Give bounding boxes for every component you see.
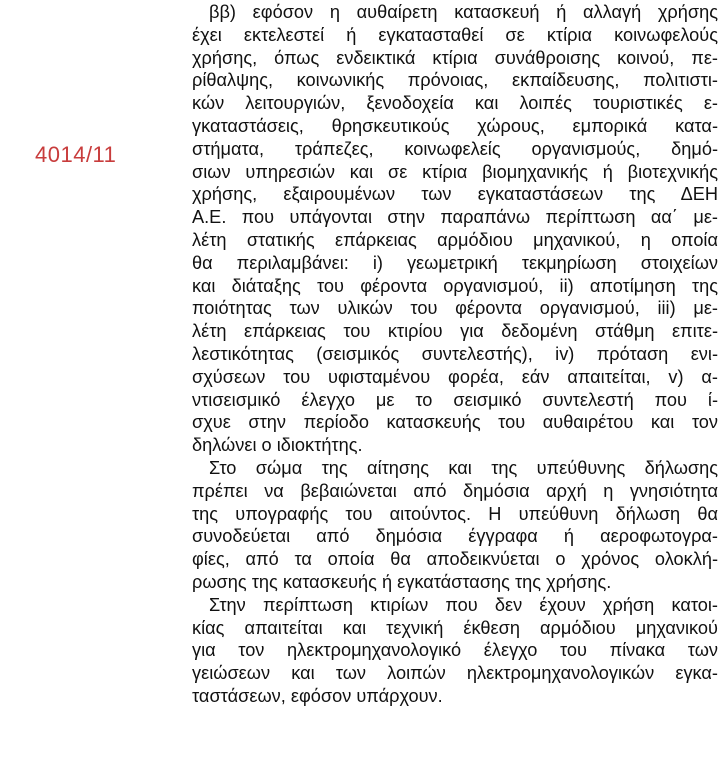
text-line: λέτη στατικής επάρκειας αρμόδιου μηχανικού, η οποία (192, 229, 718, 250)
text-line: Α.Ε. που υπάγονται στην παραπάνω περίπτωση αα΄ με- (192, 207, 718, 228)
text-line: κίας απαιτείται και τεχνική έκθεση αρμόδιου μηχανικού (192, 617, 718, 638)
text-line: δηλώνει ο ιδιοκτήτης. (192, 435, 363, 456)
text-line: χρήσης, όπως ενδεικτικά κτίρια συνάθροισης κοινού, πε- (192, 47, 718, 68)
text-line: ταστάσεων, εφόσον υπάρχουν. (192, 685, 443, 706)
text-line: σχύσεων του υφισταμένου φορέα, εάν απαιτείται, v) α- (192, 366, 718, 387)
text-line: γειώσεων και των λοιπών ηλεκτρομηχανολογικών εγκα- (192, 663, 718, 684)
paragraph-2 (192, 457, 718, 594)
text-line: της υπογραφής του αιτούντος. Η υπεύθυνη δήλωση θα (192, 503, 718, 524)
text-line: ρίθαλψης, κοινωνικής πρόνοιας, εκπαίδευσης, πολιτιστι- (192, 70, 718, 91)
text-line: ποιότητας των υλικών του φέροντα οργανισμού, iii) με- (192, 298, 718, 319)
text-line: συνοδεύεται από δημόσια έγγραφα ή αεροφωτογρα- (192, 526, 718, 547)
margin-reference: 4014/11 (35, 142, 117, 167)
text-line: πρέπει να βεβαιώνεται από δημόσια αρχή η γνησιότητα (192, 480, 718, 501)
text-line: Στο σώμα της αίτησης και της υπεύθυνης δήλωσης (209, 457, 718, 478)
text-line: φίες, από τα οποία θα αποδεικνύεται ο χρόνος ολοκλή- (192, 549, 718, 570)
text-line: σιων υπηρεσιών και σε κτίρια βιομηχανικής ή βιοτεχνικής (192, 161, 718, 182)
text-line: ββ) εφόσον η αυθαίρετη κατασκευή ή αλλαγή χρήσης (209, 2, 718, 22)
text-line: για τον ηλεκτρομηχανολογικό έλεγχο του πίνακα των (192, 640, 718, 661)
text-line: και διάταξης του φέροντα οργανισμού, ii) αποτίμηση της (192, 275, 718, 296)
text-line: ρωσης της κατασκευής ή εγκατάστασης της χρήσης. (192, 571, 612, 592)
text-line: ντισεισμικό έλεγχο με το σεισμικό συντελεστή που ί- (192, 389, 718, 410)
text-line: κών λειτουργιών, ξενοδοχεία και λοιπές τουριστικές ε- (192, 93, 718, 114)
text-line: λέτη επάρκειας του κτιρίου για δεδομένη στάθμη επιτε- (192, 321, 718, 342)
text-line: χρήσης, εξαιρουμένων των εγκαταστάσεων της ΔΕΗ (192, 184, 718, 205)
text-line: σχυε στην περίοδο κατασκευής του αυθαιρέτου και τον (192, 412, 718, 433)
paragraph-3 (192, 594, 718, 708)
paragraph-1 (192, 1, 718, 457)
text-line: στήματα, τράπεζες, κοινωφελείς οργανισμούς, δημό- (192, 138, 718, 159)
text-line: θα περιλαμβάνει: i) γεωμετρική τεκμηρίωση στοιχείων (192, 252, 718, 273)
text-line: Στην περίπτωση κτιρίων που δεν έχουν χρήση κατοι- (209, 594, 718, 615)
text-line: λεστικότητας (σεισμικός συντελεστής), iv) πρόταση ενι- (192, 343, 718, 364)
text-line: έχει εκτελεστεί ή εγκατασταθεί σε κτίρια κοινωφελούς (192, 24, 718, 45)
text-line: γκαταστάσεις, θρησκευτικούς χώρους, εμπορικά κατα- (192, 115, 718, 136)
document-body (192, 0, 718, 708)
